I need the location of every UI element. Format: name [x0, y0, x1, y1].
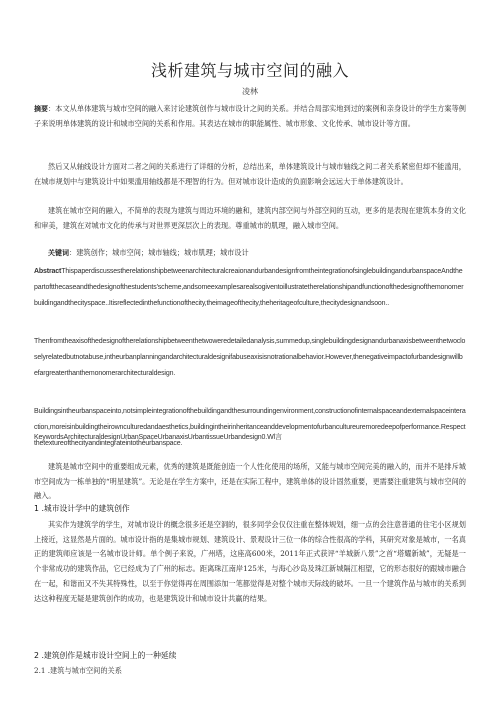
- abstract-cn-p2: 然后又从轴线设计方面对二者之间的关系进行了详细的分析，总结出来，单体建筑设计与城市轴线之间二者关系紧密但却不能滥用，在城市规划中与建筑设计中如果滥用轴线都是不理智的行为。但对城市设计造成的负面影响会远远大于单体建筑设计。: [34, 162, 466, 186]
- section-2-heading: 2 .建筑创作是城市设计空间上的一种延续: [34, 651, 177, 660]
- abstract-en-p1-text: ThispaperdiscussestherelationshipbetweenarchitecturalcreaionandurbandesignfromtheintegrationofsinglebuildingandurbanspaceAndthepartoftthecaseandthedesignofthestudents'scheme,andsomeexamplesarealsogiventoillustratetherelationshipandfunctionofthedesignofthemonomerbuildingandthecityspace..Itisreflectedinthefunctionofthecity,theimageofthecity,theheritageofculture,thecitydesignandsoon..: [34, 268, 464, 308]
- abstract-en-keywords: [34, 430, 466, 446]
- section-2-1-heading: 2.1 .建筑与城市空间的关系: [34, 666, 122, 675]
- keywords-en-text: ArchitecturaldesignUrbanSpaceUrbanaxisUrbantissueUrbandesign0.Wl言: [63, 434, 282, 441]
- abstract-cn-label: 摘要: [34, 105, 49, 113]
- intro-paragraph: 建筑是城市空间中的重要组成元素，优秀的建筑是既能创造一个人性化使用的场所，又能与城市空间完美的融入的，而并不是排斥城市空间成为一栋单独的“明星建筑”。无论是在学生方案中，还是在实际工程中，建筑单体的设计固然重要，更需要注重建筑与城市空间的融入。: [34, 462, 466, 501]
- abstract-cn-keywords: [34, 246, 466, 261]
- keywords-en-label: Keywords: [34, 434, 64, 441]
- paper-title: 浅析建筑与城市空间的融入: [150, 61, 349, 80]
- section-1-heading: 1 .城市设计学中的建筑创作: [34, 504, 130, 513]
- section-1-body: 其实作为建筑学的学生，对城市设计的概念很多还是空洞的，很多同学会仅仅注重在整体规划，细一点的会注意普通的住宅小区规划上接近，这显然是片面的。城市设计指的是集城市规划、建筑设计、景观设计三位一体的综合性很高的学科，其研究对象是城市，一名真正的建筑师应该是一名城市设计师。单个例子来说，广州塔，这座高600米，2011年正式获评“羊城新八景”之首“塔耀新城”，无疑是一个非常成功的建筑作品，它已经成为了广州的标志。距离珠江南岸125米，与海心沙岛及珠江新城隔江相望，它的形态很好的跟城市融合在一起，和谐而又不失其特殊性，以至于你觉得再在周围添加一笔都觉得是对整个城市天际线的破坏。一旦一个建筑作品与城市的关系到达这种程度无疑是建筑创作的成功，也是建筑设计和城市设计共赢的结果。: [34, 520, 466, 603]
- abstract-cn-p1-text: ：本文从单体建筑与城市空间的融入来讨论建筑创作与城市设计之间的关系。并结合局部实地到过的案例和亲身设计的学生方案等例子来说明单体建筑的设计和城市空间的关系和作用。其表达在城市的职能属性、城市形象、文化传承、城市设计等方面。: [34, 104, 466, 128]
- abstract-en-p1: [34, 264, 466, 313]
- abstract-cn-p1: [34, 102, 466, 131]
- keywords-cn-text: ：建筑创作；城市空间；城市轴线；城市肌理；城市设计: [69, 248, 249, 257]
- abstract-en-label: Abstract: [34, 268, 62, 275]
- paper-author: 凌林: [242, 87, 258, 96]
- abstract-cn-p3: 建筑在城市空间的融入，不简单的表现为建筑与周边环境的融和，建筑内部空间与外部空间的互动，更多的是表现在建筑本身的文化和审美，建筑在对城市文化的传承与对世界更深层次上的表现。尊重城市的肌理，融入城市空间。: [34, 206, 466, 230]
- keywords-cn-label: 关键词: [48, 249, 69, 257]
- abstract-en-p2: Thenfromtheaxisofthedesignoftherelationshipbetweenthetwoweredetailedanalysis,summedup,singlebuildingdesignandurbanaxisbetweenthetwocloselyrelatedbutnotabuse,intheurbanplanningandarchitecturaldesignifabuseaxisisnotrationalbehavior.However,thenegativeimpactofurbandesignwillbefargreaterthanthemonomerarchitecturaldesign.: [34, 338, 466, 378]
- abstract-en-p3: Buildingsintheurbanspaceinto,notsimpleintegrationofthebuildingandthesurroundingenvironment,constructionofinternalspaceandexternalspaceinteraction,moreisinbuildingtheirownculturedandaesthetics,buildingintheirinheritanceanddevelopmentofurbancultureuremoredeepofperformance.Respectthetextureofthecityandintegrateintotheurbanspace.: [34, 408, 466, 448]
